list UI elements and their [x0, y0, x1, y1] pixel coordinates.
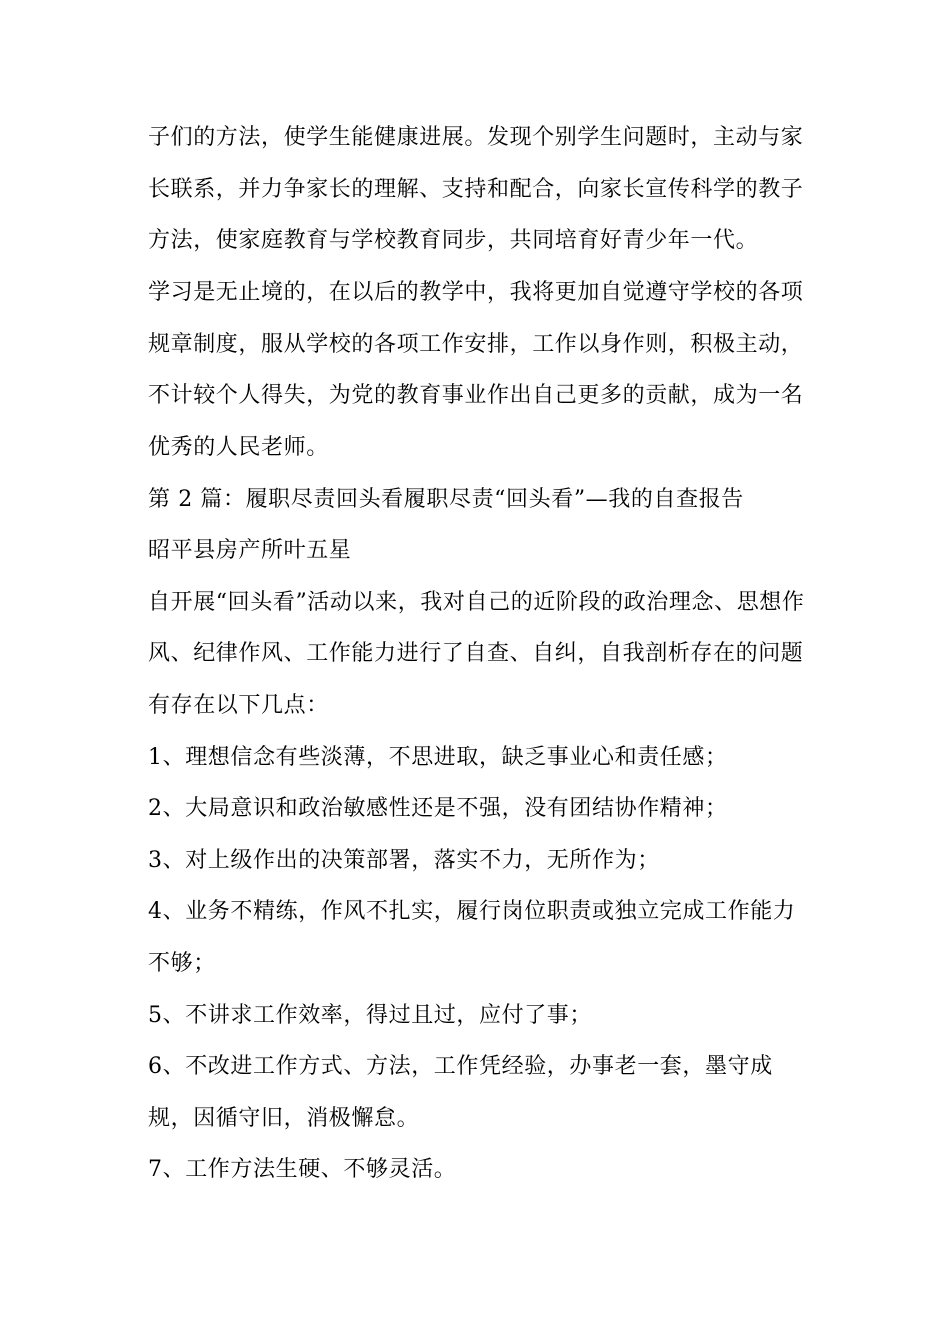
list-item: 4、业务不精练，作风不扎实，履行岗位职责或独立完成工作能力	[148, 899, 796, 924]
paragraph-line: 学习是无止境的，在以后的教学中，我将更加自觉遵守学校的各项	[148, 280, 804, 305]
paragraph-line: 不计较个人得失，为党的教育事业作出自己更多的贡献，成为一名	[148, 383, 804, 408]
list-item: 7、工作方法生硬、不够灵活。	[148, 1157, 457, 1182]
list-item: 3、对上级作出的决策部署，落实不力，无所作为；	[148, 848, 660, 873]
list-item: 2、大局意识和政治敏感性还是不强，没有团结协作精神；	[148, 796, 728, 821]
paragraph-line: 有存在以下几点：	[148, 693, 329, 718]
paragraph-line: 优秀的人民老师。	[148, 435, 329, 460]
list-item: 1、理想信念有些淡薄，不思进取，缺乏事业心和责任感；	[148, 745, 728, 770]
paragraph-line: 自开展“回头看”活动以来，我对自己的近阶段的政治理念、思想作	[148, 590, 805, 615]
author-line: 昭平县房产所叶五星	[148, 538, 352, 563]
paragraph-line: 风、纪律作风、工作能力进行了自查、自纠，自我剖析存在的问题	[148, 641, 804, 666]
paragraph-line: 方法，使家庭教育与学校教育同步，共同培育好青少年一代。	[148, 228, 759, 253]
list-item: 6、不改进工作方式、方法，工作凭经验，办事老一套，墨守成	[148, 1054, 773, 1079]
paragraph-line: 规章制度，服从学校的各项工作安排，工作以身作则，积极主动，	[148, 332, 804, 357]
list-item-continued: 不够；	[148, 951, 216, 976]
paragraph-line: 长联系，并力争家长的理解、支持和配合，向家长宣传科学的教子	[148, 177, 804, 202]
list-item-continued: 规，因循守旧，消极懈怠。	[148, 1106, 420, 1131]
list-item: 5、不讲求工作效率，得过且过，应付了事；	[148, 1003, 592, 1028]
paragraph-line: 子们的方法，使学生能健康进展。发现个别学生问题时，主动与家	[148, 125, 804, 150]
section-title: 第 2 篇：履职尽责回头看履职尽责“回头看”—我的自查报告	[148, 487, 744, 512]
